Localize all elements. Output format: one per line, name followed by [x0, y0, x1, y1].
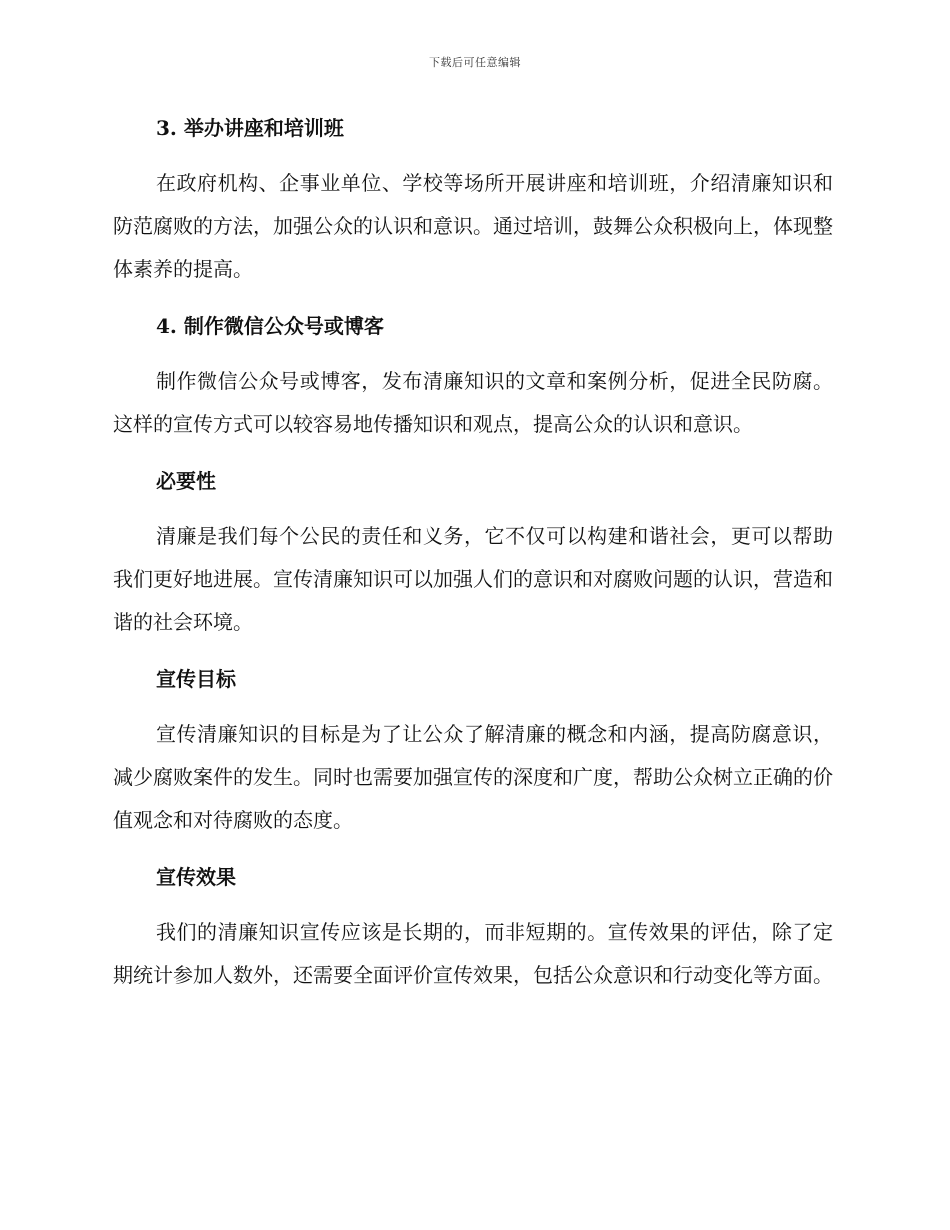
page-header: 下载后可任意编辑 [429, 56, 521, 69]
section-heading: 3. 举办讲座和培训班 [156, 116, 344, 140]
section-paragraph: 宣传清廉知识的目标是为了让公众了解清廉的概念和内涵，提高防腐意识，减少腐败案件的发生。同时也需要加强宣传的深度和广度，帮助公众树立正确的价值观念和对待腐败的态度。 [113, 722, 833, 832]
section-heading: 必要性 [156, 469, 216, 493]
section-paragraph: 在政府机构、企事业单位、学校等场所开展讲座和培训班，介绍清廉知识和防范腐败的方法，加强公众的认识和意识。通过培训，鼓舞公众积极向上，体现整体素养的提高。 [113, 171, 833, 281]
section-paragraph: 制作微信公众号或博客，发布清廉知识的文章和案例分析，促进全民防腐。这样的宣传方式可以较容易地传播知识和观点，提高公众的认识和意识。 [113, 369, 833, 436]
section-goals [113, 661, 833, 859]
section-paragraph: 我们的清廉知识宣传应该是长期的，而非短期的。宣传效果的评估，除了定期统计参加人数外，还需要全面评价宣传效果，包括公众意识和行动变化等方面。 [113, 920, 833, 987]
document-body [113, 110, 833, 997]
section-effects [113, 859, 833, 997]
section-lectures [113, 110, 833, 308]
section-heading: 4. 制作微信公众号或博客 [156, 314, 384, 338]
section-wechat-blog [113, 308, 833, 463]
section-paragraph: 清廉是我们每个公民的责任和义务，它不仅可以构建和谐社会，更可以帮助我们更好地进展。宣传清廉知识可以加强人们的意识和对腐败问题的认识，营造和谐的社会环境。 [113, 524, 833, 634]
section-heading: 宣传目标 [156, 667, 236, 691]
section-heading: 宣传效果 [156, 865, 236, 889]
section-necessity [113, 463, 833, 661]
